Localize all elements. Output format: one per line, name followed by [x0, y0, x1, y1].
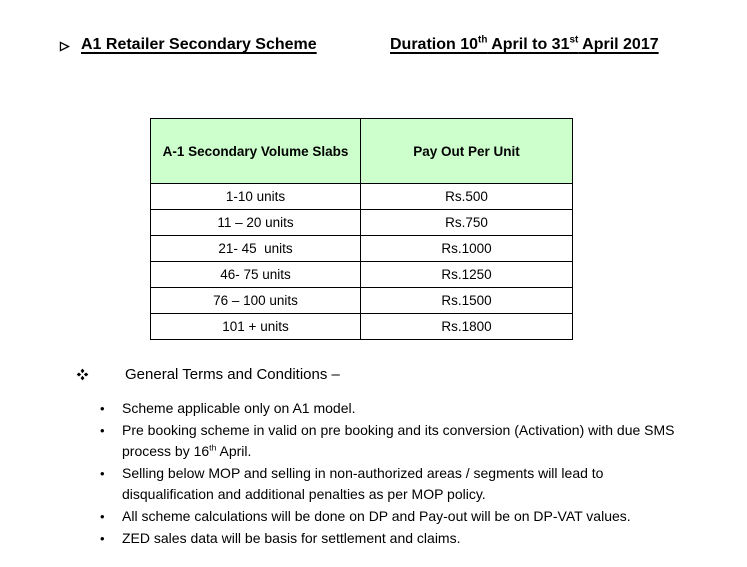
page-title: A1 Retailer Secondary Scheme	[81, 36, 317, 53]
duration-sup-st: st	[569, 34, 579, 46]
list-item	[100, 506, 700, 527]
table-header-row	[151, 119, 573, 184]
table-row	[151, 288, 573, 314]
terms-heading: General Terms and Conditions –	[125, 366, 340, 383]
bullet-icon: •	[100, 466, 105, 481]
bullet-icon: •	[100, 509, 105, 524]
duration-text: April 2017	[578, 36, 659, 53]
payout-cell: Rs.750	[361, 210, 573, 236]
list-item	[100, 420, 700, 462]
payout-cell: Rs.1250	[361, 262, 573, 288]
slab-cell: 76 – 100 units	[151, 288, 361, 314]
table-row	[151, 184, 573, 210]
payout-cell: Rs.1800	[361, 314, 573, 340]
term-text: Selling below MOP and selling in non-authorized areas / segments will lead to disqualification and additional penalties as per MOP policy.	[122, 465, 608, 502]
right-arrowhead-icon	[58, 40, 71, 58]
terms-heading-line	[76, 366, 340, 386]
term-text-part: April.	[216, 443, 252, 459]
table-row	[151, 314, 573, 340]
slab-cell: 1-10 units	[151, 184, 361, 210]
slab-cell: 21- 45 units	[151, 236, 361, 262]
four-diamond-icon	[76, 368, 89, 386]
duration-text: April to 31	[487, 36, 570, 53]
terms-list	[100, 398, 700, 550]
slab-cell: 46- 75 units	[151, 262, 361, 288]
column-header-payout: Pay Out Per Unit	[361, 119, 573, 184]
list-item	[100, 528, 700, 549]
list-item	[100, 463, 700, 505]
payout-cell: Rs.1500	[361, 288, 573, 314]
duration-sup-th: th	[478, 34, 488, 46]
term-text: All scheme calculations will be done on DP and Pay-out will be on DP-VAT values.	[122, 508, 631, 524]
term-text-part: Pre booking scheme in valid on pre booking and its conversion (Activation) with due SMS process by 16	[122, 422, 679, 459]
duration-text: Duration 10	[390, 36, 479, 53]
term-text: Scheme applicable only on A1 model.	[122, 400, 356, 416]
scheme-title-line	[58, 36, 317, 58]
list-item	[100, 398, 700, 419]
bullet-icon: •	[100, 401, 105, 416]
column-header-slabs: A-1 Secondary Volume Slabs	[151, 119, 361, 184]
bullet-icon: •	[100, 423, 105, 438]
slab-cell: 11 – 20 units	[151, 210, 361, 236]
bullet-icon: •	[100, 531, 105, 546]
volume-slab-table	[150, 118, 573, 340]
payout-cell: Rs.500	[361, 184, 573, 210]
duration-title	[390, 36, 659, 54]
table-row	[151, 236, 573, 262]
term-sup-th: th	[209, 442, 217, 453]
table-row	[151, 210, 573, 236]
term-text	[122, 420, 694, 462]
term-text: ZED sales data will be basis for settlement and claims.	[122, 530, 461, 546]
slab-cell: 101 + units	[151, 314, 361, 340]
table-row	[151, 262, 573, 288]
payout-cell: Rs.1000	[361, 236, 573, 262]
